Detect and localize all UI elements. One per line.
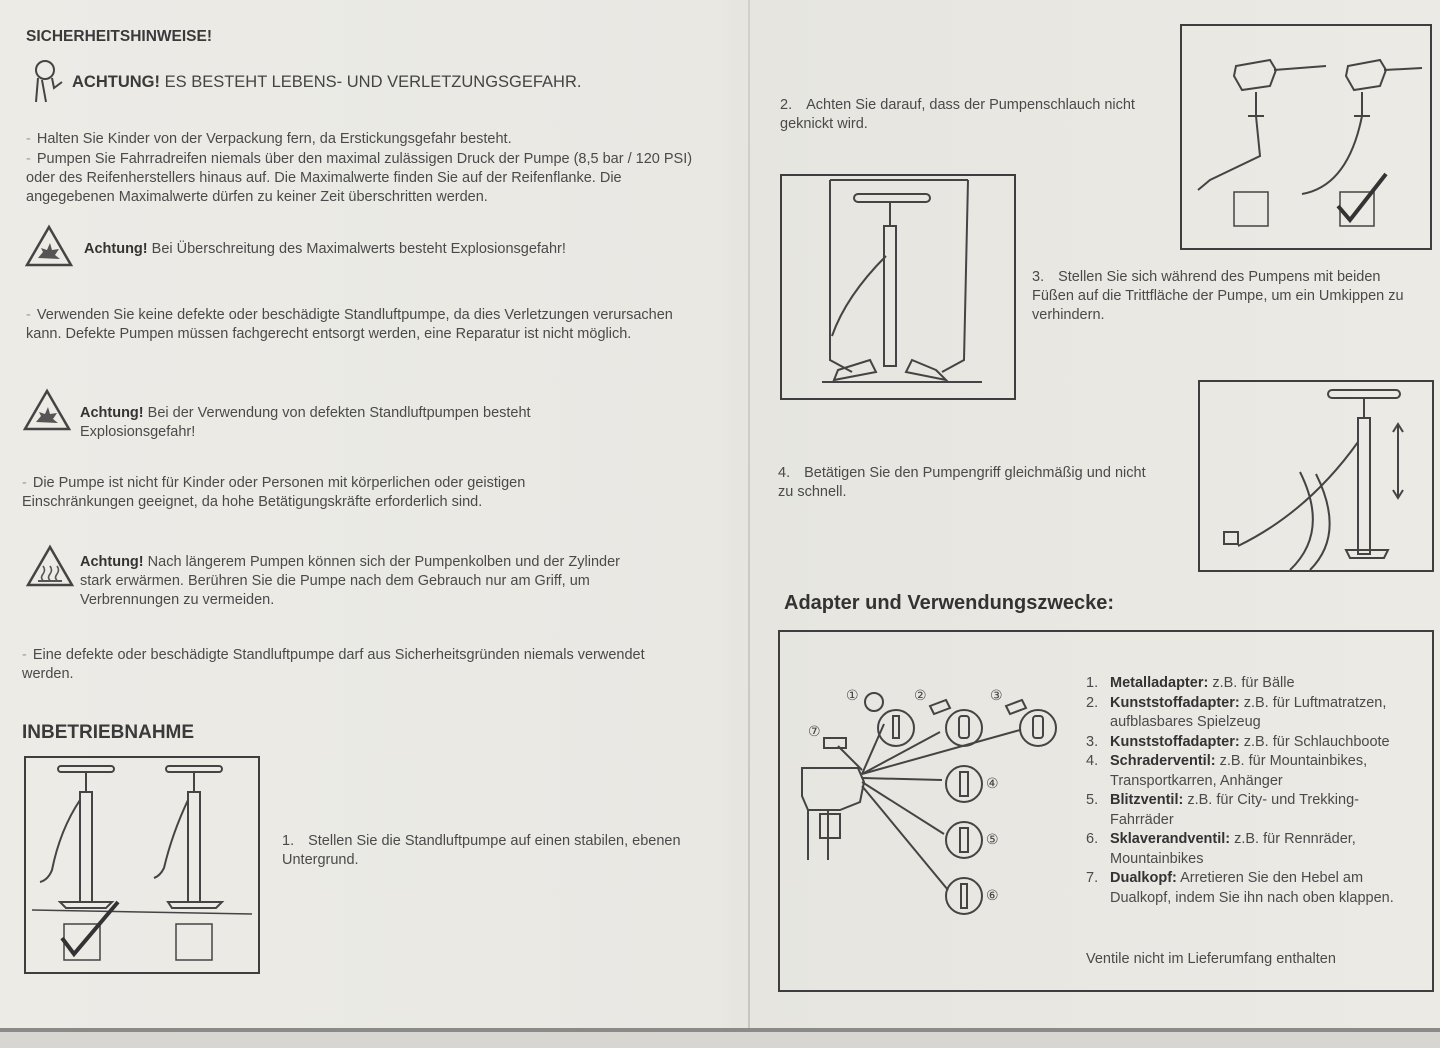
danger-line: [72, 73, 581, 92]
warn-3-text: Nach längerem Pumpen können sich der Pumpenkolben und der Zylinder stark erwärmen. Berühren Sie die Pumpe nach dem Gebrauch nur am Griff, um Verbrennungen zu vermeiden.: [80, 554, 620, 608]
warn-3: [80, 553, 640, 610]
bullet-4: - Die Pumpe ist nicht für Kinder oder Personen mit körperlichen oder geistigen Einschränkungen geeignet, da hohe Betätigungskräfte erforderlich sind.: [22, 475, 526, 510]
adapter-item-2: 2. Kunststoffadapter: z.B. für Luftmatratzen, aufblasbares Spielzeug: [1086, 694, 1387, 730]
adapters-heading: Adapter und Verwendungszwecke:: [784, 592, 1115, 614]
bullet-5: - Eine defekte oder beschädigte Standluftpumpe darf aus Sicherheitsgründen niemals verwendet werden.: [22, 647, 645, 682]
page-fold: [748, 0, 750, 1030]
pumping-figure: [1198, 380, 1434, 572]
bullet-2-text: Pumpen Sie Fahrradreifen niemals über den maximal zulässigen Druck der Pumpe (8,5 bar / 120 PSI) oder des Reifenherstellers hinaus auf. Die Maximalwerte finden Sie auf der Reifenflanke. Die angegebenen Maximalwerte dürfen zu keiner Zeit überschritten werden.: [26, 151, 693, 205]
warn-2: [80, 404, 620, 442]
explosion-warning-icon: [22, 388, 72, 432]
standing-figure: [780, 174, 1016, 400]
setup-heading: INBETRIEBNAHME: [22, 722, 195, 743]
bullet-5-text: Eine defekte oder beschädigte Standluftpumpe darf aus Sicherheitsgründen niemals verwendet werden.: [22, 647, 645, 682]
adapter-diagram: [780, 632, 1080, 972]
explosion-warning-icon: [24, 224, 74, 268]
warn-1-bold: Achtung!: [84, 241, 148, 257]
step-3-text: Stellen Sie sich während des Pumpens mit beiden Füßen auf die Trittfläche der Pumpe, um ein Umkippen zu verhindern.: [1032, 269, 1404, 323]
adapter-item-6: 6. Sklaverandventil: z.B. für Rennräder, Mountainbikes: [1086, 831, 1356, 867]
step-3: [1032, 268, 1422, 325]
bullet-3: - Verwenden Sie keine defekte oder beschädigte Standluftpumpe, da dies Verletzungen verursachen kann. Defekte Pumpen müssen fachgerecht entsorgt werden, eine Reparatur ist nicht möglich.: [26, 307, 673, 342]
safety-heading: SICHERHEITSHINWEISE!: [26, 28, 213, 45]
danger-person-icon: [32, 58, 66, 104]
danger-text: ES BESTEHT LEBENS- UND VERLETZUNGSGEFAHR.: [164, 73, 582, 91]
warn-1-text: Bei Überschreitung des Maximalwerts besteht Explosionsgefahr!: [151, 241, 566, 257]
adapter-marker-3: ③: [990, 688, 1003, 704]
step-2-text: Achten Sie darauf, dass der Pumpenschlauch nicht geknickt wird.: [780, 97, 1135, 132]
step-4-text: Betätigen Sie den Pumpengriff gleichmäßig und nicht zu schnell.: [778, 465, 1146, 500]
adapter-marker-2: ②: [914, 688, 927, 704]
step-4-number: 4.: [778, 465, 791, 481]
warn-2-bold: Achtung!: [80, 405, 144, 421]
step-2: [780, 96, 1160, 134]
bullet-2: - Pumpen Sie Fahrradreifen niemals über den maximal zulässigen Druck der Pumpe (8,5 bar / 120 PSI) oder des Reifenherstellers hinaus auf. Die Maximalwerte finden Sie auf der Reifenflanke. Die angegebenen Maximalwerte dürfen zu keiner Zeit überschritten werden.: [26, 151, 693, 205]
stable-ground-figure: [24, 756, 260, 974]
background-surface: [0, 1032, 1440, 1048]
bullet-4-text: Die Pumpe ist nicht für Kinder oder Personen mit körperlichen oder geistigen Einschränkungen geeignet, da hohe Betätigungskräfte erforderlich sind.: [22, 475, 526, 510]
step-1-text: Stellen Sie die Standluftpumpe auf einen stabilen, ebenen Untergrund.: [282, 833, 681, 868]
adapter-marker-1: ①: [846, 688, 859, 704]
step-1: [282, 832, 682, 870]
bullet-1-text: Halten Sie Kinder von der Verpackung fern, da Erstickungsgefahr besteht.: [36, 131, 512, 147]
bullet-3-text: Verwenden Sie keine defekte oder beschädigte Standluftpumpe, da dies Verletzungen verursachen kann. Defekte Pumpen müssen fachgerecht entsorgt werden, eine Reparatur ist nicht möglich.: [26, 307, 673, 342]
danger-bold: ACHTUNG!: [72, 73, 160, 91]
step-1-number: 1.: [282, 833, 295, 849]
warn-2-text: Bei der Verwendung von defekten Standluftpumpen besteht Explosionsgefahr!: [80, 405, 531, 440]
adapter-marker-7: ⑦: [808, 724, 821, 740]
adapter-item-1: 1. Metalladapter: z.B. für Bälle: [1086, 675, 1295, 691]
hose-figure: [1180, 24, 1432, 250]
adapter-note: Ventile nicht im Lieferumfang enthalten: [1086, 951, 1336, 967]
hot-surface-warning-icon: [26, 544, 74, 588]
warn-1: [84, 240, 704, 259]
adapter-item-4: 4. Schraderventil: z.B. für Mountainbikes, Transportkarren, Anhänger: [1086, 753, 1368, 789]
step-2-number: 2.: [780, 97, 793, 113]
step-4: [778, 464, 1158, 502]
adapter-item-3: 3. Kunststoffadapter: z.B. für Schlauchboote: [1086, 733, 1390, 750]
adapter-marker-6: ⑥: [986, 888, 999, 904]
step-3-number: 3.: [1032, 269, 1045, 285]
adapters-box: [778, 630, 1434, 992]
adapter-list: [1086, 674, 1416, 908]
adapter-marker-4: ④: [986, 776, 999, 792]
adapter-item-7: 7. Dualkopf: Arretieren Sie den Hebel am Dualkopf, indem Sie ihn nach oben klappen.: [1086, 870, 1394, 906]
adapter-marker-5: ⑤: [986, 832, 999, 848]
adapter-item-5: 5. Blitzventil: z.B. für City- und Trekking-Fahrräder: [1086, 792, 1359, 828]
bullet-1: - Halten Sie Kinder von der Verpackung fern, da Erstickungsgefahr besteht.: [26, 131, 512, 147]
warn-3-bold: Achtung!: [80, 554, 144, 570]
